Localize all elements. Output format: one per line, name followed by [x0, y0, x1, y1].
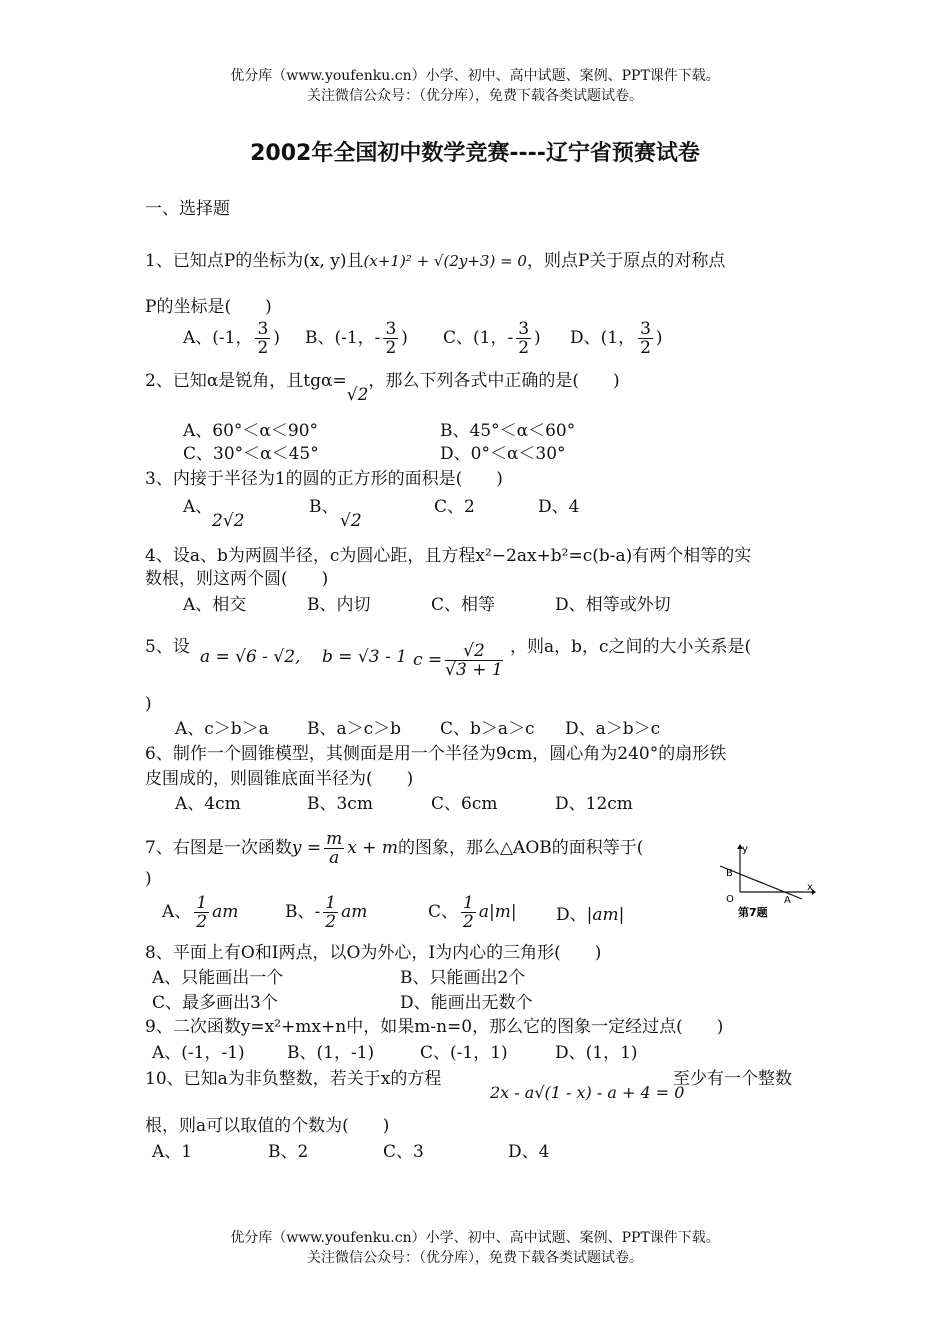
q4-line-1: 4、设a、b为两圆半径，c为圆心距，且方程x²−2ax+b²=c(b-a)有两个相等的实 — [145, 546, 752, 566]
fig-caption: 第7题 — [738, 906, 768, 919]
q8-option-a: A、只能画出一个 — [152, 968, 284, 988]
q7-line-2: ) — [145, 869, 152, 889]
q4-option-a: A、相交 — [183, 595, 247, 615]
page-footer — [0, 1228, 950, 1268]
page-title: 2002年全国初中数学竞赛----辽宁省预赛试卷 — [250, 141, 700, 166]
q10-post: 至少有一个整数 — [673, 1069, 792, 1089]
q1-fraction-c: $\frac{3}{2}$ — [518, 319, 530, 358]
q1-option-d-text: D、(1， — [570, 328, 636, 348]
q7-option-a-fraction: $\frac{1}{2}$ — [196, 893, 208, 932]
question-3: 3、内接于半径为1的圆的正方形的面积是( ) — [145, 469, 503, 489]
q7-fraction: $\frac{m}{a}$ — [326, 829, 343, 868]
q10-formula: 2x - a√(1 - x) - a + 4 = 0 — [490, 1083, 685, 1102]
q7-option-b-fraction: $\frac{1}{2}$ — [325, 893, 337, 932]
q1-fraction-a: $\frac{3}{2}$ — [257, 319, 269, 358]
q5-post: ，则a，b，c之间的大小关系是( — [510, 637, 752, 657]
q7-pre: 7、右图是一次函数 — [145, 838, 292, 858]
footer-line-2: 关注微信公众号：（优分库），免费下载各类试题试卷。 — [307, 1250, 643, 1266]
q10-pre: 10、已知a为非负整数，若关于x的方程 — [145, 1069, 442, 1089]
footer-line-1: 优分库（www.youfenku.cn）小学、初中、高中试题、案例、PPT课件下载。 — [230, 1230, 720, 1246]
q1-option-c: C、(1，- $\frac{3}{2}$ ) — [443, 319, 541, 358]
q4-option-b: B、内切 — [307, 595, 371, 615]
question-7 — [145, 830, 643, 867]
q1-line-2: P的坐标是( ) — [145, 297, 272, 317]
q1-fraction-d: $\frac{3}{2}$ — [640, 319, 651, 358]
question-1 — [145, 250, 725, 272]
question-8: 8、平面上有O和I两点，以O为外心，I为内心的三角形( ) — [145, 943, 602, 963]
q10-option-c: C、3 — [383, 1142, 424, 1162]
q4-option-d: D、相等或外切 — [555, 595, 671, 615]
q5-c-fraction: $\frac{√2}{√3 + 1}$ — [445, 641, 503, 680]
q5-a: a = √6 - √2, — [200, 647, 301, 667]
header-line-1: 优分库（www.youfenku.cn）小学、初中、高中试题、案例、PPT课件下载。 — [230, 68, 720, 84]
q1-post: ，则点P关于原点的对称点 — [526, 251, 726, 271]
q6-option-a: A、4cm — [175, 794, 241, 814]
fig-o-label: O — [726, 894, 734, 905]
q8-option-c: C、最多画出3个 — [152, 993, 278, 1013]
fig-y-label: y — [742, 844, 748, 855]
q10-option-a: A、1 — [152, 1142, 193, 1162]
question-2 — [145, 370, 620, 405]
q2-option-d: D、0°＜α＜30° — [440, 444, 566, 464]
q3-option-b-value: √2 — [340, 511, 362, 531]
q7-option-d: D、|am| — [556, 905, 625, 925]
fig-a-label: A — [784, 895, 791, 906]
q5-option-b: B、a＞c＞b — [307, 719, 402, 739]
q5-option-a: A、c＞b＞a — [175, 719, 269, 739]
q1-option-d: D、(1， $\frac{3}{2}$ ) — [570, 319, 663, 358]
q1-option-b-text: B、(-1，- — [305, 328, 381, 348]
q7-option-c-fraction: $\frac{1}{2}$ — [463, 893, 474, 932]
q1-fraction-b: $\frac{3}{2}$ — [385, 319, 397, 358]
q6-line-2: 皮围成的，则圆锥底面半径为( ) — [145, 769, 414, 789]
fig-x-label: x — [807, 882, 813, 893]
q5-option-d: D、a＞b＞c — [565, 719, 661, 739]
q10-line-2: 根，则a可以取值的个数为( ) — [145, 1116, 390, 1136]
q7-option-b: B、- $\frac{1}{2}$ am — [285, 893, 368, 932]
q10-option-d: D、4 — [508, 1142, 550, 1162]
q3-option-c: C、2 — [434, 497, 475, 517]
q9-option-c: C、(-1，1) — [420, 1043, 508, 1063]
q6-option-b: B、3cm — [307, 794, 373, 814]
q7-option-c-text: C、 — [428, 902, 459, 922]
q7-rest: x + m — [347, 838, 398, 858]
q2-root: √2 — [346, 385, 369, 405]
q7-y: y = — [291, 838, 322, 858]
q5-c-lhs: c = — [413, 650, 443, 670]
header-line-2: 关注微信公众号：（优分库），免费下载各类试题试卷。 — [307, 88, 643, 104]
q2-pre: 2、已知α是锐角，且tgα= — [145, 371, 347, 391]
q6-option-c: C、6cm — [431, 794, 498, 814]
q2-option-b: B、45°＜α＜60° — [440, 421, 576, 441]
q1-option-a-text: A、(-1， — [183, 328, 253, 348]
q7-option-b-text: B、- — [285, 902, 321, 922]
q4-line-2: 数根，则这两个圆( ) — [145, 569, 329, 589]
q10-option-b: B、2 — [268, 1142, 309, 1162]
q3-option-a: A、 — [183, 497, 213, 517]
fig-b-label: B — [726, 868, 733, 879]
question-9: 9、二次函数y=x²+mx+n中，如果m-n=0，那么它的图象一定经过点( ) — [145, 1017, 724, 1037]
q6-option-d: D、12cm — [555, 794, 633, 814]
q8-option-d: D、能画出无数个 — [400, 993, 533, 1013]
q5-c — [413, 642, 506, 679]
q5-line-2: ) — [145, 694, 152, 714]
q1-option-a: A、(-1， $\frac{3}{2}$ ) — [183, 319, 280, 358]
q3-option-d: D、4 — [538, 497, 580, 517]
q7-post: 的图象，那么△AOB的面积等于( — [397, 838, 644, 858]
q1-option-b: B、(-1，- $\frac{3}{2}$ ) — [305, 319, 408, 358]
q5-b: b = √3 - 1 — [322, 647, 407, 667]
page-header — [0, 66, 950, 106]
q2-option-c: C、30°＜α＜45° — [183, 444, 319, 464]
q3-option-a-value: 2√2 — [212, 511, 245, 531]
q1-pre: 1、已知点P的坐标为(x, y)且 — [145, 251, 364, 271]
q7-option-d-text: D、 — [556, 905, 587, 925]
q9-option-d: D、(1，1) — [555, 1043, 638, 1063]
q5-option-c: C、b＞a＞c — [440, 719, 535, 739]
q5-pre: 5、设 — [145, 637, 190, 657]
q9-option-b: B、(1，-1) — [287, 1043, 375, 1063]
q2-post: ，那么下列各式中正确的是( ) — [368, 371, 620, 391]
q3-option-b: B、 — [309, 497, 339, 517]
q7-option-a: A、 $\frac{1}{2}$ am — [162, 893, 239, 932]
q2-option-a: A、60°＜α＜90° — [183, 421, 319, 441]
q7-figure — [712, 842, 816, 927]
q7-option-c: C、 $\frac{1}{2}$ a|m| — [428, 893, 517, 932]
q4-option-c: C、相等 — [431, 595, 496, 615]
section-heading: 一、选择题 — [145, 199, 230, 219]
q9-option-a: A、(-1，-1) — [152, 1043, 245, 1063]
q7-option-a-text: A、 — [162, 902, 192, 922]
q8-option-b: B、只能画出2个 — [400, 968, 526, 988]
q1-formula: (x+1)² + √(2y+3) = 0 — [363, 252, 527, 270]
q1-option-c-text: C、(1，- — [443, 328, 514, 348]
q6-line-1: 6、制作一个圆锥模型，其侧面是用一个半径为9cm，圆心角为240°的扇形铁 — [145, 744, 727, 764]
